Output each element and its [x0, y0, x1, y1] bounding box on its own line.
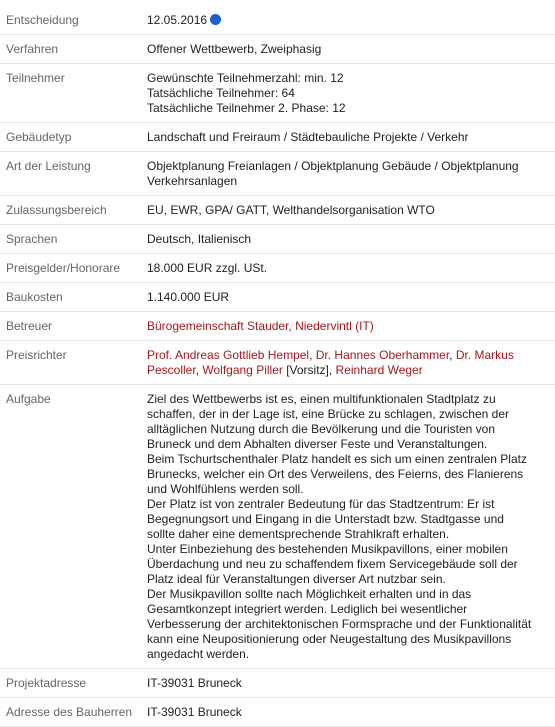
value-baukosten: 1.140.000 EUR — [147, 290, 230, 304]
juror-link[interactable]: Reinhard Weger — [335, 363, 423, 377]
label-gebaeudetyp: Gebäudetyp — [6, 130, 72, 144]
juror-link[interactable]: Wolfgang Piller — [202, 363, 283, 377]
row-entscheidung — [0, 6, 555, 35]
value-bauherr: IT-39031 Bruneck — [147, 705, 242, 719]
aufgabe-paragraph: Ziel des Wettbewerbs ist es, einen multifunktionalen Stadtplatz zu schaffen, der in der Lage ist, eine Brücke zu schlagen, zwischen der alltäglichen Nutzung durch die Bevölkerung und die Touristen von Bruneck und dem Abhalten diverser Feste und Veranstaltungen. — [147, 392, 509, 451]
label-zulassungsbereich: Zulassungsbereich — [6, 203, 107, 217]
teilnehmer-line: Tatsächliche Teilnehmer 2. Phase: 12 — [147, 101, 346, 115]
label-betreuer: Betreuer — [6, 319, 53, 333]
row-baukosten — [0, 283, 555, 312]
separator: , — [195, 363, 203, 377]
aufgabe-paragraph: Der Musikpavillon sollte nach Möglichkeit erhalten und in das Gesamtkonzept integriert werden. Lediglich bei wesentlicher Verbesserung der architektonischen Formsprache und der Funktionalität kann eine Neupositionierung oder Neugestaltung des Musikpavillons angedacht werden. — [147, 587, 532, 661]
value-verfahren: Offener Wettbewerb, Zweiphasig — [147, 42, 322, 56]
label-projektadresse: Projektadresse — [6, 676, 87, 690]
label-verfahren: Verfahren — [6, 42, 59, 56]
value-teilnehmer — [147, 71, 532, 116]
value-zulassungsbereich: EU, EWR, GPA/ GATT, Welthandelsorganisation WTO — [147, 203, 435, 217]
row-aufgabe — [0, 385, 555, 669]
teilnehmer-line: Gewünschte Teilnehmerzahl: min. 12 — [147, 71, 344, 85]
label-sprachen: Sprachen — [6, 232, 58, 246]
betreuer-link[interactable]: Bürogemeinschaft Stauder, Niedervintl (IT) — [147, 319, 374, 333]
value-betreuer — [147, 319, 532, 334]
value-entscheidung — [147, 13, 532, 28]
value-aufgabe — [147, 392, 532, 662]
juror-link[interactable]: Dr. Hannes Oberhammer — [315, 348, 450, 362]
separator: , — [309, 348, 316, 362]
value-preisrichter — [147, 348, 532, 378]
aufgabe-paragraph: Unter Einbeziehung des bestehenden Musikpavillons, einer mobilen Überdachung und neu zu schaffendem fixem Servicegebäude soll der Platz ideal für Veranstaltungen diverser Art nutzbar sein. — [147, 542, 518, 586]
chair-note: [Vorsitz], — [282, 363, 336, 377]
row-sprachen — [0, 225, 555, 254]
row-preisgelder — [0, 254, 555, 283]
value-art-der-leistung: Objektplanung Freianlagen / Objektplanung Gebäude / Objektplanung Verkehrsanlagen — [147, 159, 519, 188]
value-sprachen: Deutsch, Italienisch — [147, 232, 252, 246]
label-preisgelder: Preisgelder/Honorare — [6, 261, 121, 275]
value-projektadresse: IT-39031 Bruneck — [147, 676, 242, 690]
separator: , — [449, 348, 456, 362]
row-art-der-leistung — [0, 152, 555, 196]
row-bauherr — [0, 698, 555, 727]
value-gebaeudetyp: Landschaft und Freiraum / Städtebauliche Projekte / Verkehr — [147, 130, 469, 144]
row-betreuer — [0, 312, 555, 341]
label-entscheidung: Entscheidung — [6, 13, 79, 27]
juror-link[interactable]: Dr. Markus Pescoller — [147, 348, 514, 377]
row-verfahren — [0, 35, 555, 64]
label-baukosten: Baukosten — [6, 290, 63, 304]
aufgabe-paragraph: Der Platz ist von zentraler Bedeutung für das Stadtzentrum: Er ist Begegnungsort und Eingang in die Unterstadt bzw. Stadtgasse und sollte daher eine dementsprechende Strahlkraft erhalten. — [147, 497, 504, 541]
label-preisrichter: Preisrichter — [6, 348, 67, 362]
value-preisgelder: 18.000 EUR zzgl. USt. — [147, 261, 268, 275]
label-aufgabe: Aufgabe — [6, 392, 51, 406]
label-bauherr: Adresse des Bauherren — [6, 705, 133, 719]
aufgabe-paragraph: Beim Tschurtschenthaler Platz handelt es sich um einen zentralen Platz Brunecks, welcher ein Ort des Verweilens, des Feierns, des Flanierens und Wohlfühlens werden soll. — [147, 452, 527, 496]
status-dot-icon — [210, 14, 221, 25]
label-art-der-leistung: Art der Leistung — [6, 159, 91, 173]
decision-date: 12.05.2016 — [147, 13, 208, 27]
row-gebaeudetyp — [0, 123, 555, 152]
teilnehmer-line: Tatsächliche Teilnehmer: 64 — [147, 86, 295, 100]
row-teilnehmer — [0, 64, 555, 123]
row-preisrichter — [0, 341, 555, 385]
row-zulassungsbereich — [0, 196, 555, 225]
label-teilnehmer: Teilnehmer — [6, 71, 65, 85]
juror-link[interactable]: Prof. Andreas Gottlieb Hempel — [147, 348, 310, 362]
